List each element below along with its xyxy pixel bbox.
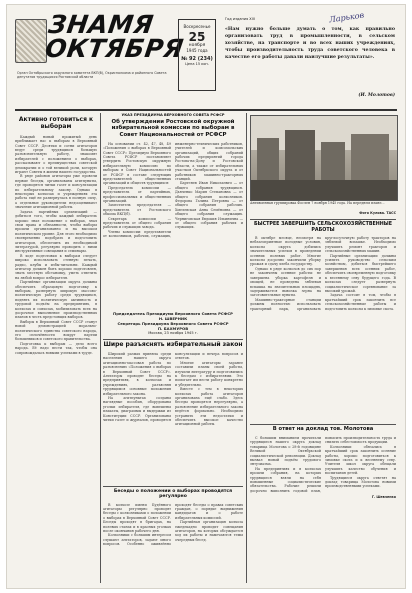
column-left: Активно готовиться к выборам Каждый новый прожитый день приближает нас к выборам в Верховный Совет СССР. Десятки и сотни агитаторов ведут среди трудящихся большую разъяснительную работу, знакомят избирателей с положением о выборах, рассказывают о преимуществах советской демократии и о той великой роли, которую играют Советы в жизни нашего государства. В ряде районов агитаторы уже провели первые беседы, организованы агитпункты, где проводятся читки газет и консультации по избирательному закону. Однако в некоторых колхозах и учреждениях эта работа ещё не развернулась в полную силу, а отдельные руководители недооценивают значение агитационной работы. Задача партийных организаций — добиться того, чтобы каждый избиратель хорошо знал положение о выборах, знал свои права и обязанности, чтобы выборы прошли организованно и на высоком политическом уровне. Для этого необходимо своевременно подобрать и подготовить агитаторов, обеспечить их необходимой литературой, регулярно проводить с ними инструктивные совещания и семинары. В ходе подготовки к выборам следует широко использовать стенную печать, радио, клубы и избы-читальни. Каждый агитатор должен быть хорошо подготовлен, знать местную обстановку, уметь ответить на любой вопрос избирателя. Партийные организации округа должны обеспечить образцовую подготовку к выборам, развернуть широкую массово-политическую работу среди трудящихся, поднять их политическую активность и трудовой подъём на предприятиях, в колхозах и совхозах, мобилизовать всех на досрочное выполнение производственных планов в честь предстоящих выборов. Выборы в Верховный Совет СССР станут новой демонстрацией морально-политического единства советского народа, его сплочённости вокруг партии большевиков и советского правительства. Подготовка к выборам — дело всего народа. Её надо вести так, чтобы она сопровождалась новыми успехами в труде. — [15, 116, 97, 355]
section-divider-3 — [250, 219, 396, 220]
newspaper-emblem-icon — [15, 19, 47, 63]
section-divider-2 — [103, 486, 243, 487]
decree-heading-top: УКАЗ ПРЕЗИДИУМА ВЕРХОВНОГО СОВЕТА РСФСР — [121, 113, 225, 117]
newspaper-page — [7, 5, 405, 588]
issue-day-name: Воскресенье — [183, 24, 211, 29]
law-article-heading: Шире разъяснять избирательный закон — [103, 341, 243, 348]
photo-credit: Фото Кулова. ТАСС — [359, 211, 396, 215]
conversations-heading: Беседы о положении о выборах проводятся регулярно — [113, 489, 233, 500]
decree-block — [103, 113, 243, 313]
news-photo — [250, 115, 398, 201]
issue-month: ноября — [188, 43, 206, 48]
molotov-response-heading: В ответ на доклад тов. Молотова — [272, 426, 374, 432]
issue-number: № 92 (234) — [181, 56, 213, 62]
newspaper-title: ЗНАМЯ ОКТЯБРЯ — [43, 10, 186, 63]
masthead-logo — [15, 10, 186, 103]
conversations-article — [103, 489, 243, 581]
agriculture-body: В октябре месяце, несмотря на неблагоприятные погодные условия, колхозы округа добились значительных успехов в проведении осенних полевых работ. Многие колхозы досрочно закончили уборку урожая и сдачу хлеба государству. Однако в ряде колхозов до сих пор не закончены осенние работы: не завершена уборка картофеля и овощей, не проведена зяблевая вспашка на значительных площадях, задерживается вывозка зерна на заготовительные пункты. Машинно-тракторные станции должны полностью использовать тракторный парк, организовать круглосуточную работу тракторов на зяблевой вспашке. Необходимо улучшить ремонт тракторов и сельскохозяйственных машин. Партийные организации должны усилить руководство сельским хозяйством, добиться быстрейшего завершения всех осенних работ, обеспечить своевременную подготовку к весеннему севу будущего года. В колхозах следует развернуть социалистическое соревнование за высокий урожай. Задача состоит в том, чтобы в кратчайший срок закончить все сельскохозяйственные работы и подготовить колхозы к зимовке скота. — [250, 236, 396, 311]
editorial-quote: «Нам нужно больше думать о том, как правильно организовать труд в промышленности, в сельском хозяйстве, на транспорте и во всех наших учреждениях, чтобы производительность труда советского человека в качестве его работы давали наилучшие результаты». — [225, 27, 395, 60]
conversations-body: В колхозе имени Будённого агитаторы регулярно проводят беседы с колхозниками о положении о выборах в Верховный Совет СССР. Беседы проходят в бригадах, на полевых станах и в красных уголках после окончания рабочего дня. Колхозники с большим интересом слушают агитаторов, задают много вопросов. Особенно оживлённо проходят беседы о правах советских граждан, о порядке выдвижения кандидатов и о работе избирательных комиссий. Партийная организация колхоза ежедекадно проводит совещания агитаторов, на которых обсуждается ход их работы и намечаются темы очередных бесед. — [103, 502, 243, 547]
column-divider-2 — [246, 113, 247, 583]
issue-price: Цена 15 коп. — [185, 62, 209, 66]
article-heading-elections: Активно готовиться к выборам — [18, 116, 94, 130]
column-divider — [100, 113, 101, 583]
section-divider-4 — [250, 424, 396, 425]
quote-author: (И. Молотов) — [358, 93, 395, 98]
molotov-response-article — [250, 427, 396, 579]
issue-day: 25 — [188, 30, 206, 44]
law-article — [103, 342, 243, 484]
issue-year: 1945 года — [186, 48, 208, 53]
masthead-subtitle: Орган Октябрьского окружного комитета ВКП(б), Окрисполкома и районного Совета депутатов трудящихся Ростовской области — [17, 71, 167, 79]
decree-signatures: Председатель Президиума Верховного Совета РСФСР Н. ШВЕРНИК Секретарь Президиума Верховного Совета РСФСР П. БАХМУРОВ Москва, 23 ноября 1945 г. — [103, 311, 243, 336]
decree-place-date: Москва, 23 ноября 1945 г. — [148, 331, 198, 335]
masthead — [15, 10, 397, 111]
decree-heading: Об утверждении Ростовской окружной избирательной комиссии по выборам в Совет Национальностей от РСФСР — [111, 119, 235, 138]
agriculture-heading: БЫСТРЕЕ ЗАВЕРШИТЬ СЕЛЬСКОХОЗЯЙСТВЕННЫЕ РАБОТЫ — [253, 222, 393, 233]
year-note: Год издания XIII — [225, 17, 255, 21]
editorial-quote-block — [225, 10, 397, 103]
molotov-response-body: С большим вниманием прочитали трудящиеся нашего округа доклад товарища Молотова о 28-й годовщине Великой Октябрьской социалистической революции. Доклад вызвал новый подъём трудового энтузиазма. На предприятиях и в колхозах прошли собрания, на которых трудящиеся взяли на себя повышенные социалистические обязательства. Рабочие решили досрочно выполнить годовой план, повысить производительность труда и снизить себестоимость продукции. Колхозники обязались в кратчайший срок закончить осенние работы, хорошо подготовиться к зимовке скота и к весеннему севу. Учителя школ округа обещали улучшить качество обучения и воспитания детей. Трудящиеся округа ответят на доклад товарища Молотова новыми производственными успехами. — [250, 435, 396, 493]
handwritten-stamp: Ларьков — [328, 10, 365, 25]
decree-body: На основании ст. 42, 47, 48, 49 «Положения о выборах в Верховный Совет СССР» Президиум Верховного Совета РСФСР постановляет утвердить Ростовскую окружную избирательную комиссию по выборам в Совет Национальностей от РСФСР в составе следующих представителей общественных организаций и обществ трудящихся: Председатель комиссии — представитель от партийных, профессиональных и общественных организаций. Заместитель председателя — представитель от Ростовского обкома ВКП(б). Секретарь комиссии — представитель от общего собрания рабочих и служащих завода. Члены комиссии: представители от колхозников, рабочих, служащих, инженерно-технических работников, учителей и комсомольских организаций, общих собраний рабочих предприятий города Ростова-на-Дону и Ростовской области, а также от избирательных участков Октябрьского округа и от работников машинно-тракторных станций. Бартенев Иван Николаевич — от общего собрания трудящихся. Дьяченко Мария Степановна — от общего собрания колхозников. Федорова Галина Петровна — от общего собрания рабочих. Хмелевская Анна Семёновна — от общего собрания служащих. Черниговская Евдокия Ильинична — от общего собрания рабочих и служащих. — [103, 141, 243, 239]
article-byline: Г. Шевченко — [371, 495, 396, 500]
section-divider — [103, 339, 243, 340]
law-article-body: Широкий размах приняла среди населения нашего округа агитационно-массовая работа по разъяснению «Положения о выборах в Верховный Совет СССР». Агитаторы проводят беседы на предприятиях, в колхозах и учреждениях, разъясняя трудящимся основные положения избирательного закона. На агитпунктах созданы наглядные пособия, оборудованы уголки избирателя, где вывешены плакаты, диаграммы и выдержки из Конституции СССР. Организованы читки газет и журналов, проводятся консультации и вечера вопросов и ответов. Многие агитаторы заранее составили планы своей работы, изучили литературу и подготовились к беседам с избирателями. Это помогает им вести работу конкретно и убедительно. Вместе с тем в некоторых колхозах работа агитаторов организована ещё слабо. Здесь беседы проводятся нерегулярно, а разъяснение избирательного закона ведётся формально. Необходимо устранить эти недостатки и обеспечить высокое качество агитационной работы. — [103, 351, 243, 427]
issue-info-box — [178, 19, 216, 91]
photo-caption: Антивоенная группировка Фослен 7 ноября 1945 года. На переднем плане... — [250, 201, 385, 205]
agriculture-article — [250, 222, 396, 422]
